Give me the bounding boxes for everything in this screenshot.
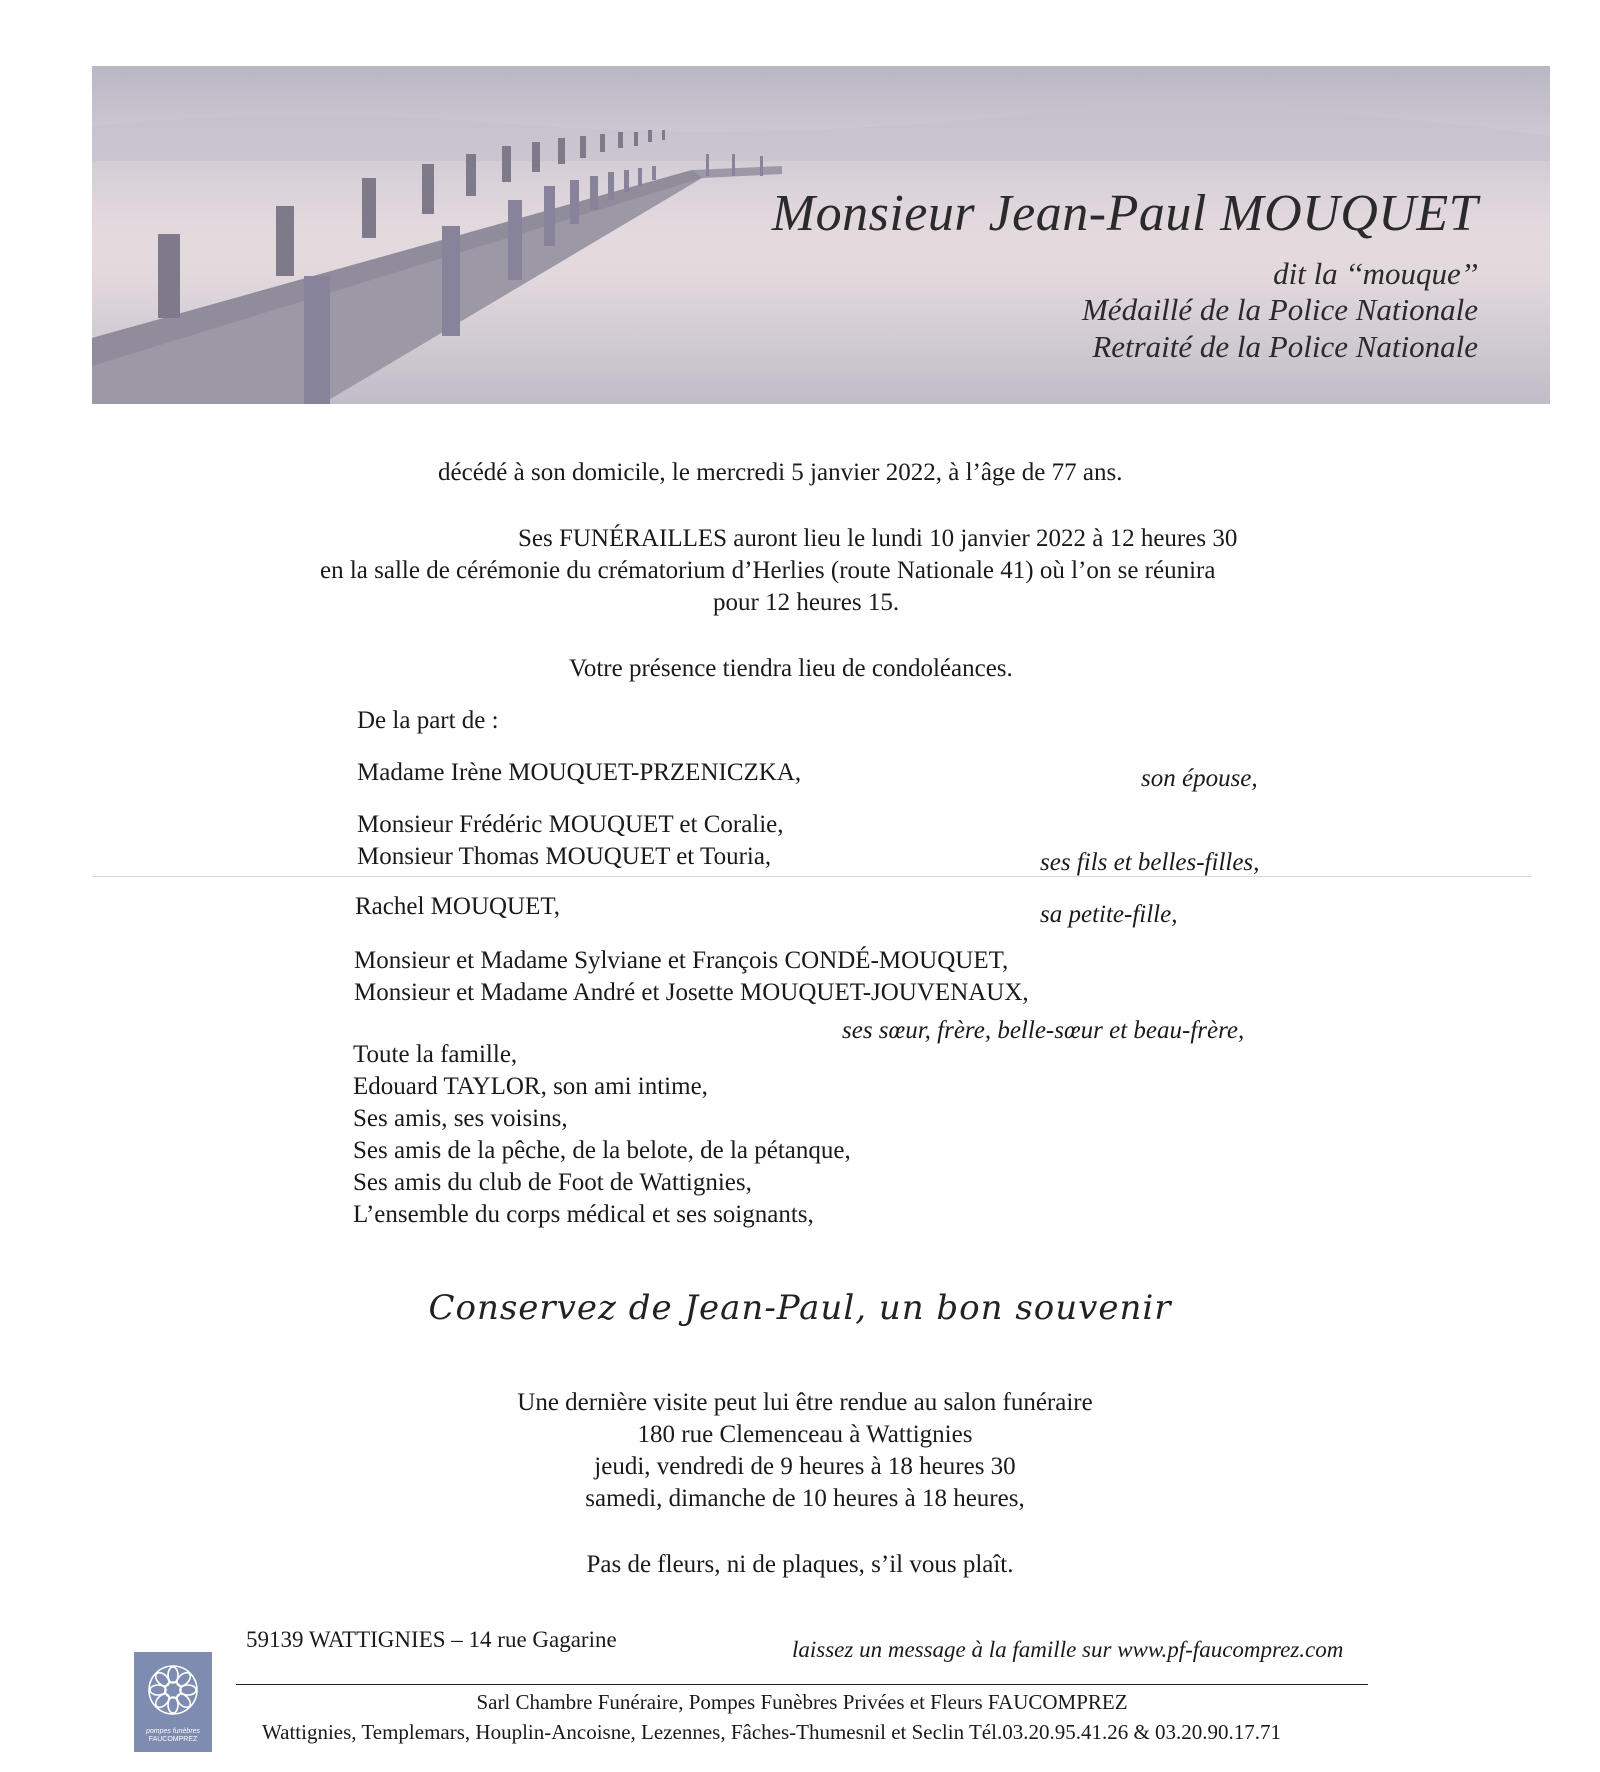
family-son-1: Monsieur Frédéric MOUQUET et Coralie, <box>357 811 784 838</box>
family-son-2: Monsieur Thomas MOUQUET et Touria, <box>357 843 772 870</box>
header-banner <box>92 66 1550 404</box>
scan-line <box>92 876 1532 877</box>
family-sibling-2: Monsieur et Madame André et Josette MOUQUET-JOUVENAUX, <box>354 979 1029 1006</box>
funeral-line-3: pour 12 heures 15. <box>713 589 900 616</box>
family-other-3: Ses amis, ses voisins, <box>353 1105 568 1132</box>
relation-granddaughter: sa petite-fille, <box>1040 901 1178 928</box>
family-granddaughter: Rachel MOUQUET, <box>355 893 561 920</box>
family-other-6: L’ensemble du corps médical et ses soignants, <box>353 1201 814 1228</box>
family-other-1: Toute la famille, <box>353 1041 518 1068</box>
flower-emblem-icon <box>134 1652 212 1726</box>
visit-line-4: samedi, dimanche de 10 heures à 18 heures, <box>585 1485 1025 1512</box>
family-other-4: Ses amis de la pêche, de la belote, de la pétanque, <box>353 1137 851 1164</box>
retirement-status: Retraité de la Police Nationale <box>1092 329 1478 364</box>
death-notice: décédé à son domicile, le mercredi 5 janvier 2022, à l’âge de 77 ans. <box>438 459 1123 486</box>
visit-line-3: jeudi, vendredi de 9 heures à 18 heures 30 <box>594 1453 1016 1480</box>
relation-sons: ses fils et belles-filles, <box>1040 849 1260 876</box>
deceased-name: Monsieur Jean-Paul MOUQUET <box>771 185 1478 242</box>
family-other-2: Edouard TAYLOR, son ami intime, <box>353 1073 708 1100</box>
distinction: Médaillé de la Police Nationale <box>1081 292 1478 327</box>
visit-line-2: 180 rue Clemenceau à Wattignies <box>637 1421 973 1448</box>
family-wife: Madame Irène MOUQUET-PRZENICZKA, <box>357 759 802 786</box>
funeral-line-1: Ses FUNÉRAILLES auront lieu le lundi 10 janvier 2022 à 12 heures 30 <box>518 525 1238 552</box>
no-flowers-note: Pas de fleurs, ni de plaques, s’il vous plaît. <box>586 1551 1014 1578</box>
footer-message: laissez un message à la famille sur www.pf-faucomprez.com <box>792 1637 1344 1662</box>
family-sibling-1: Monsieur et Madame Sylviane et François CONDÉ-MOUQUET, <box>354 947 1009 974</box>
logo-line-1: pompes funèbres <box>145 1728 201 1735</box>
logo-line-2: FAUCOMPREZ <box>148 1736 198 1744</box>
condolences-note: Votre présence tiendra lieu de condoléances. <box>569 655 1013 682</box>
footer-company: Sarl Chambre Funéraire, Pompes Funèbres Privées et Fleurs FAUCOMPREZ <box>476 1690 1128 1714</box>
footer-locations: Wattignies, Templemars, Houplin-Ancoisne, Lezennes, Fâches-Thumesnil et Seclin Tél.03.20.95.41.26 & 03.20.90.17.71 <box>262 1720 1282 1744</box>
logo-caption <box>134 1728 212 1744</box>
remembrance-message: Conservez de Jean-Paul, un bon souvenir <box>428 1288 1172 1328</box>
funeral-line-2: en la salle de cérémonie du crématorium d’Herlies (route Nationale 41) où l’on se réunira <box>320 557 1216 584</box>
relation-wife: son épouse, <box>1141 765 1258 792</box>
relation-siblings: ses sœur, frère, belle-sœur et beau-frère, <box>842 1017 1245 1044</box>
family-intro: De la part de : <box>357 707 499 734</box>
family-other-5: Ses amis du club de Foot de Wattignies, <box>353 1169 752 1196</box>
visit-line-1: Une dernière visite peut lui être rendue au salon funéraire <box>517 1389 1093 1416</box>
footer-rule <box>236 1684 1368 1685</box>
faucomprez-logo <box>134 1652 212 1752</box>
footer-address: 59139 WATTIGNIES – 14 rue Gagarine <box>246 1627 617 1652</box>
nickname: dit la ‘‘mouque’’ <box>1273 256 1478 291</box>
